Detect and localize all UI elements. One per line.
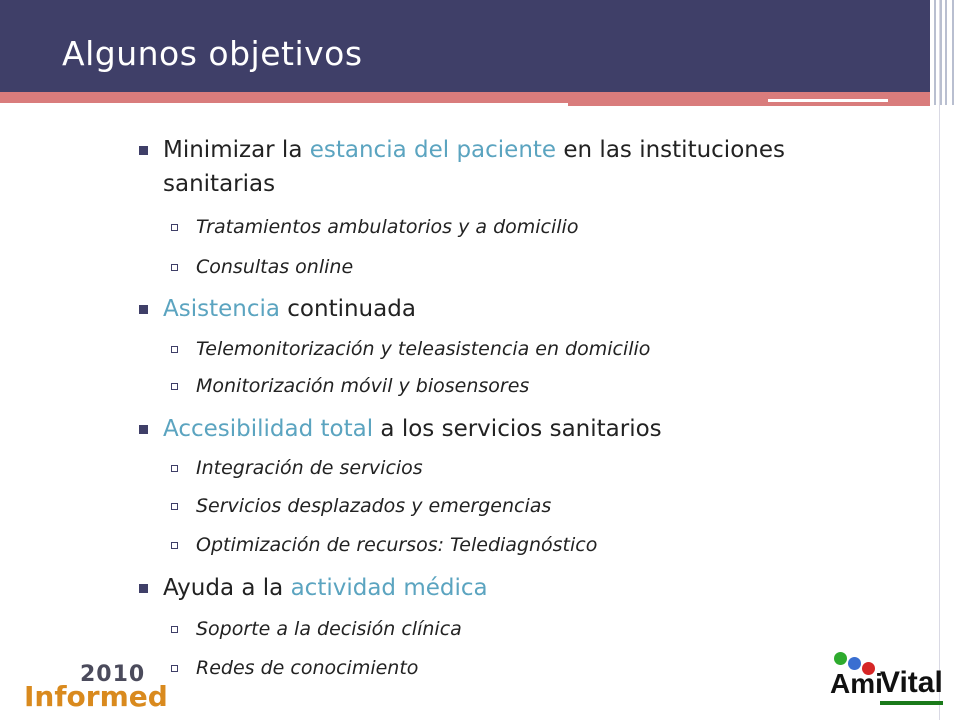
sub-bullet-text: Redes de conocimiento [196, 657, 419, 679]
sub-bullet-text: Consultas online [196, 256, 354, 278]
bullet-text: Minimizar la [163, 137, 310, 163]
bullet-item [163, 412, 883, 446]
green-dot-icon [834, 652, 847, 665]
sub-bullet-item [196, 374, 876, 398]
logo-vital-text: Vital [880, 665, 943, 705]
slide-title: Algunos objetivos [62, 34, 363, 73]
sub-bullet-text: Servicios desplazados y emergencias [196, 495, 552, 517]
amivital-logo [828, 648, 946, 712]
bullet-highlight: actividad médica [290, 575, 488, 601]
hollow-bullet-icon [171, 542, 178, 549]
sub-bullet-text: Telemonitorización y teleasistencia en domicilio [196, 338, 651, 360]
bullet-highlight: Asistencia [163, 296, 280, 322]
bullet-item [163, 133, 883, 201]
hollow-bullet-icon [171, 626, 178, 633]
sub-bullet-item [196, 255, 876, 279]
square-bullet-icon [139, 425, 148, 434]
logo-ami-text: Ami [830, 668, 883, 699]
hollow-bullet-icon [171, 465, 178, 472]
hollow-bullet-icon [171, 665, 178, 672]
hollow-bullet-icon [171, 264, 178, 271]
square-bullet-icon [139, 305, 148, 314]
sub-bullet-item [196, 456, 876, 480]
informed-logo [18, 660, 168, 716]
square-bullet-icon [139, 584, 148, 593]
sub-bullet-item [196, 215, 876, 239]
hollow-bullet-icon [171, 503, 178, 510]
hollow-bullet-icon [171, 383, 178, 390]
sub-bullet-item [196, 337, 876, 361]
bullet-item [163, 571, 883, 605]
sub-bullet-item [196, 617, 876, 641]
sub-bullet-item [196, 656, 876, 680]
logo-year: 2010 [80, 662, 146, 687]
square-bullet-icon [139, 146, 148, 155]
sub-bullet-item [196, 494, 876, 518]
bullet-highlight: Accesibilidad total [163, 416, 374, 442]
sub-bullet-text: Integración de servicios [196, 457, 423, 479]
sub-bullet-text: Tratamientos ambulatorios y a domicilio [196, 216, 579, 238]
hollow-bullet-icon [171, 224, 178, 231]
hollow-bullet-icon [171, 346, 178, 353]
bullet-text: a los servicios sanitarios [373, 416, 662, 442]
sub-bullet-text: Soporte a la decisión clínica [196, 618, 462, 640]
sub-bullet-text: Optimización de recursos: Telediagnóstico [196, 534, 598, 556]
bullet-text: en las instituciones [556, 137, 785, 163]
bullet-text: Ayuda a la [163, 575, 291, 601]
bullet-text-continuation: sanitarias [163, 171, 276, 197]
bullet-text: continuada [279, 296, 416, 322]
bullet-item [163, 292, 883, 326]
logo-brand: Informed [24, 680, 168, 713]
sub-bullet-item [196, 533, 876, 557]
sub-bullet-text: Monitorización móvil y biosensores [196, 375, 530, 397]
bullet-highlight: estancia del paciente [309, 137, 557, 163]
